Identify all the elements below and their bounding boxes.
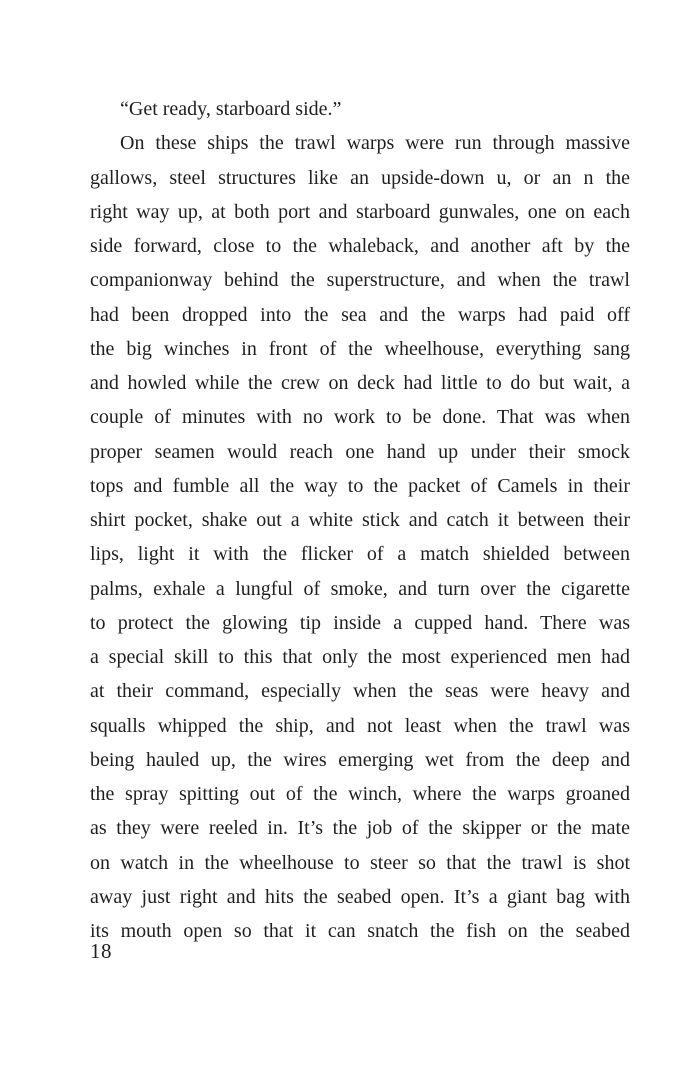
text-line: a special skill to this that only the most experienced men had (90, 646, 630, 668)
body-text (90, 92, 630, 948)
text-line: palms, exhale a lungful of smoke, and turn over the cigarette (90, 577, 630, 600)
text-line: tops and fumble all the way to the packet of Camels in their (90, 474, 630, 497)
text-line: on watch in the wheelhouse to steer so that the trawl is shot (90, 851, 630, 874)
text-line: away just right and hits the seabed open. It’s a giant bag with (90, 885, 630, 908)
page-number: 18 (90, 939, 112, 963)
text-line: “Get ready, starboard side.” (120, 98, 342, 120)
text-line: proper seamen would reach one hand up under their smock (90, 440, 630, 463)
text-line: gallows, steel structures like an upside-down u, or an n the (90, 166, 630, 189)
text-line: couple of minutes with no work to be done. That was when (90, 406, 630, 429)
text-line: lips, light it with the flicker of a match shielded between (90, 543, 630, 566)
text-line: right way up, at both port and starboard gunwales, one on each (90, 200, 630, 223)
text-line: at their command, especially when the seas were heavy and (90, 680, 630, 703)
text-line: On these ships the trawl warps were run through massive (120, 132, 630, 155)
text-line: as they were reeled in. It’s the job of the skipper or the mate (90, 817, 630, 840)
text-line: had been dropped into the sea and the warps had paid off (90, 303, 630, 326)
text-line: shirt pocket, shake out a white stick and catch it between their (90, 509, 630, 531)
text-line: side forward, close to the whaleback, and another aft by the (90, 235, 630, 257)
text-line: its mouth open so that it can snatch the fish on the seabed (90, 920, 630, 942)
text-line: being hauled up, the wires emerging wet from the deep and (90, 748, 630, 771)
text-line: the big winches in front of the wheelhouse, everything sang (90, 337, 630, 360)
text-line: the spray spitting out of the winch, where the warps groaned (90, 783, 630, 805)
text-line: squalls whipped the ship, and not least when the trawl was (90, 714, 630, 737)
text-line: to protect the glowing tip inside a cupped hand. There was (90, 611, 630, 634)
text-line: companionway behind the superstructure, and when the trawl (90, 269, 630, 292)
text-line: and howled while the crew on deck had little to do but wait, a (90, 372, 630, 394)
